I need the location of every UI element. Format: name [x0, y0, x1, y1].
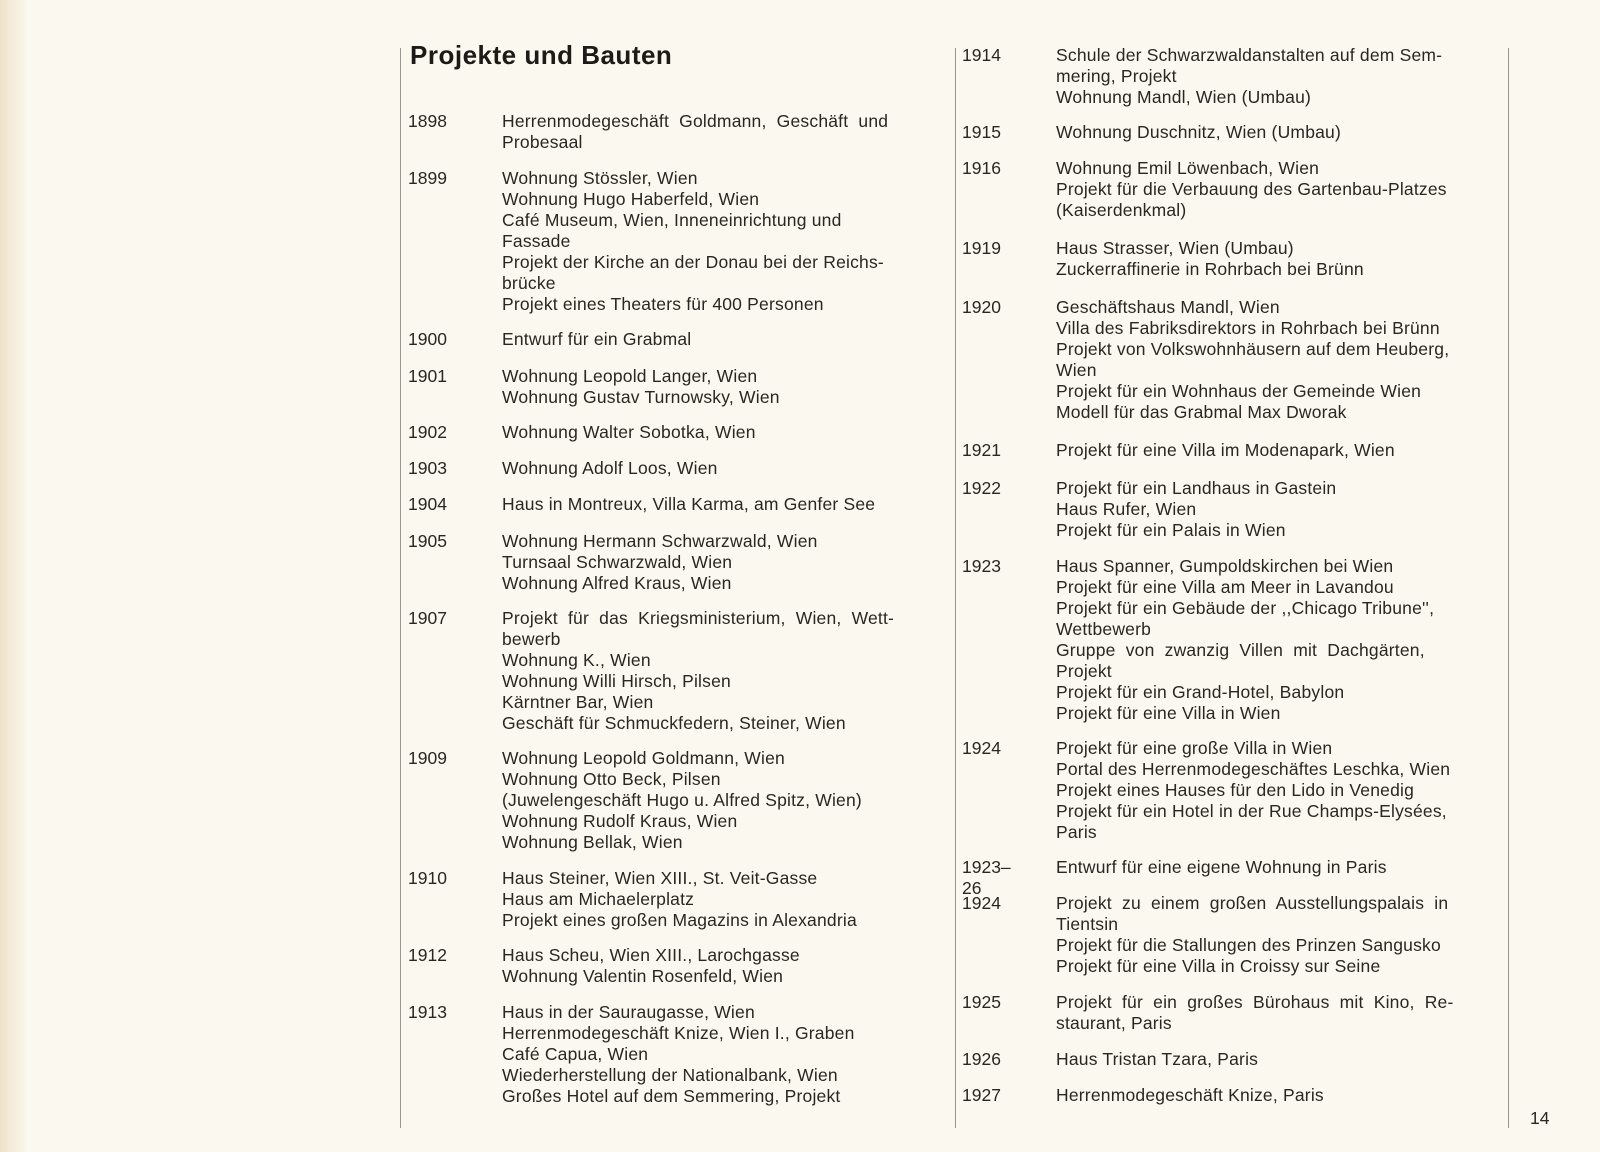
entry-projects	[1056, 738, 1506, 843]
project-line: Projekt für ein Wohnhaus der Gemeinde Wien	[1056, 381, 1422, 401]
entry-projects	[502, 608, 942, 734]
entry-year: 1907	[408, 608, 447, 628]
project-line: (Kaiserdenkmal)	[1056, 200, 1187, 220]
project-line: Projekt eines großen Magazins in Alexandria	[502, 910, 857, 930]
project-line: Projekt für eine Villa im Modenapark, Wien	[1056, 440, 1395, 460]
project-line: Projekt für ein Grand-Hotel, Babylon	[1056, 682, 1345, 702]
entry-projects	[1056, 1085, 1506, 1106]
entry-projects	[502, 945, 942, 987]
project-line: bewerb	[502, 629, 561, 649]
project-line: Wien	[1056, 360, 1097, 380]
entry-projects	[1056, 1049, 1506, 1070]
project-line: Haus Strasser, Wien (Umbau)	[1056, 238, 1294, 258]
project-line: Projekt zu einem großen Ausstellungspalais in	[1056, 893, 1449, 913]
project-line: Portal des Herrenmodegeschäftes Leschka, Wien	[1056, 759, 1451, 779]
project-line: Projekt für ein Gebäude der ,,Chicago Tribune'',	[1056, 598, 1435, 618]
project-line: Projekt für ein Landhaus in Gastein	[1056, 478, 1337, 498]
project-line: Wiederherstellung der Nationalbank, Wien	[502, 1065, 838, 1085]
project-line: Wohnung Hermann Schwarzwald, Wien	[502, 531, 818, 551]
project-line: Projekt für eine große Villa in Wien	[1056, 738, 1333, 758]
project-line: Fassade	[502, 231, 571, 251]
project-line: Tientsin	[1056, 914, 1119, 934]
entry-projects	[502, 748, 942, 853]
column-rule-right	[1508, 48, 1509, 1128]
project-line: Projekt für eine Villa am Meer in Lavandou	[1056, 577, 1394, 597]
project-line: Projekt eines Theaters für 400 Personen	[502, 294, 824, 314]
entry-projects	[502, 494, 942, 515]
entry-projects	[502, 329, 942, 350]
project-line: Entwurf für eine eigene Wohnung in Paris	[1056, 857, 1387, 877]
entry-projects	[1056, 478, 1506, 541]
entry-year: 1913	[408, 1002, 447, 1022]
project-line: mering, Projekt	[1056, 66, 1177, 86]
entry-projects	[502, 111, 942, 153]
entry-year: 1926	[962, 1049, 1001, 1069]
project-line: Haus Tristan Tzara, Paris	[1056, 1049, 1259, 1069]
project-line: Wohnung Stössler, Wien	[502, 168, 698, 188]
entry-projects	[1056, 158, 1506, 221]
project-line: Wohnung Bellak, Wien	[502, 832, 683, 852]
entry-projects	[1056, 556, 1506, 724]
entry-projects	[502, 458, 942, 479]
entry-year: 1905	[408, 531, 447, 551]
project-line: Wohnung Valentin Rosenfeld, Wien	[502, 966, 784, 986]
project-line: Gruppe von zwanzig Villen mit Dachgärten,	[1056, 640, 1425, 660]
project-line: Café Capua, Wien	[502, 1044, 649, 1064]
project-line: Projekt der Kirche an der Donau bei der Reichs-	[502, 252, 884, 272]
entry-year: 1904	[408, 494, 447, 514]
entry-year: 1912	[408, 945, 447, 965]
project-line: Haus in der Sauraugasse, Wien	[502, 1002, 755, 1022]
project-line: Schule der Schwarzwaldanstalten auf dem Sem-	[1056, 45, 1443, 65]
project-line: Probesaal	[502, 132, 583, 152]
project-line: Kärntner Bar, Wien	[502, 692, 654, 712]
entry-year: 1914	[962, 45, 1001, 65]
entry-year: 1924	[962, 738, 1001, 758]
project-line: Villa des Fabriksdirektors in Rohrbach bei Brünn	[1056, 318, 1440, 338]
entry-year: 1921	[962, 440, 1001, 460]
entry-projects	[1056, 122, 1506, 143]
project-line: staurant, Paris	[1056, 1013, 1172, 1033]
entry-projects	[1056, 297, 1506, 423]
project-line: Wohnung Willi Hirsch, Pilsen	[502, 671, 731, 691]
entry-year: 1920	[962, 297, 1001, 317]
project-line: Projekt für das Kriegsministerium, Wien, Wett-	[502, 608, 895, 628]
project-line: Wohnung K., Wien	[502, 650, 651, 670]
project-line: Großes Hotel auf dem Semmering, Projekt	[502, 1086, 841, 1106]
project-line: Wohnung Walter Sobotka, Wien	[502, 422, 756, 442]
entry-year: 1900	[408, 329, 447, 349]
entry-year: 1923–26	[962, 857, 1011, 898]
entry-projects	[502, 1002, 942, 1107]
project-line: Projekt	[1056, 661, 1112, 681]
page-edge-shadow	[0, 0, 28, 1152]
project-line: (Juwelengeschäft Hugo u. Alfred Spitz, Wien)	[502, 790, 862, 810]
entry-projects	[1056, 992, 1506, 1034]
entry-year: 1919	[962, 238, 1001, 258]
entry-year: 1899	[408, 168, 447, 188]
project-line: Projekt eines Hauses für den Lido in Venedig	[1056, 780, 1415, 800]
entry-projects	[1056, 857, 1506, 878]
entry-projects	[1056, 45, 1506, 108]
entry-year: 1925	[962, 992, 1001, 1012]
project-line: Entwurf für ein Grabmal	[502, 329, 692, 349]
project-line: Haus Spanner, Gumpoldskirchen bei Wien	[1056, 556, 1394, 576]
entry-year: 1903	[408, 458, 447, 478]
project-line: Projekt für eine Villa in Wien	[1056, 703, 1281, 723]
project-line: Herrenmodegeschäft Goldmann, Geschäft und	[502, 111, 889, 131]
project-line: Projekt für die Stallungen des Prinzen Sangusko	[1056, 935, 1441, 955]
project-line: Modell für das Grabmal Max Dworak	[1056, 402, 1347, 422]
entry-year: 1901	[408, 366, 447, 386]
project-line: Herrenmodegeschäft Knize, Wien I., Graben	[502, 1023, 855, 1043]
project-line: Wohnung Rudolf Kraus, Wien	[502, 811, 738, 831]
project-line: Haus in Montreux, Villa Karma, am Genfer See	[502, 494, 876, 514]
entry-year: 1909	[408, 748, 447, 768]
project-line: Wohnung Gustav Turnowsky, Wien	[502, 387, 780, 407]
project-line: Projekt von Volkswohnhäusern auf dem Heuberg,	[1056, 339, 1450, 359]
project-line: Wohnung Duschnitz, Wien (Umbau)	[1056, 122, 1342, 142]
project-line: Turnsaal Schwarzwald, Wien	[502, 552, 733, 572]
entry-projects	[1056, 893, 1506, 977]
column-rule-middle	[955, 48, 956, 1128]
project-line: Café Museum, Wien, Inneneinrichtung und	[502, 210, 842, 230]
project-line: Wohnung Emil Löwenbach, Wien	[1056, 158, 1320, 178]
entry-year: 1916	[962, 158, 1001, 178]
project-line: Paris	[1056, 822, 1097, 842]
column-rule-left	[400, 48, 401, 1128]
project-line: Wohnung Alfred Kraus, Wien	[502, 573, 732, 593]
entry-projects	[502, 531, 942, 594]
project-line: Wohnung Mandl, Wien (Umbau)	[1056, 87, 1312, 107]
project-line: Projekt für eine Villa in Croissy sur Seine	[1056, 956, 1381, 976]
project-line: Wohnung Leopold Langer, Wien	[502, 366, 758, 386]
project-line: Haus Rufer, Wien	[1056, 499, 1197, 519]
entry-year: 1923	[962, 556, 1001, 576]
entry-year: 1922	[962, 478, 1001, 498]
entry-projects	[502, 422, 942, 443]
project-line: Geschäft für Schmuckfedern, Steiner, Wien	[502, 713, 846, 733]
project-line: Wohnung Leopold Goldmann, Wien	[502, 748, 785, 768]
entry-projects	[1056, 440, 1506, 461]
project-line: Haus am Michaelerplatz	[502, 889, 695, 909]
project-line: Herrenmodegeschäft Knize, Paris	[1056, 1085, 1324, 1105]
entry-year: 1898	[408, 111, 447, 131]
entry-year: 1915	[962, 122, 1001, 142]
entry-projects	[502, 366, 942, 408]
project-line: Haus Scheu, Wien XIII., Larochgasse	[502, 945, 800, 965]
project-line: Projekt für ein Hotel in der Rue Champs-Elysées,	[1056, 801, 1447, 821]
page-title: Projekte und Bauten	[410, 40, 673, 70]
project-line: Projekt für ein großes Bürohaus mit Kino, Re-	[1056, 992, 1454, 1012]
entry-year: 1910	[408, 868, 447, 888]
project-line: Wohnung Hugo Haberfeld, Wien	[502, 189, 760, 209]
project-line: Projekt für ein Palais in Wien	[1056, 520, 1286, 540]
project-line: Projekt für die Verbauung des Gartenbau-Platzes	[1056, 179, 1447, 199]
entry-year: 1902	[408, 422, 447, 442]
project-line: Wohnung Otto Beck, Pilsen	[502, 769, 721, 789]
project-line: Zuckerraffinerie in Rohrbach bei Brünn	[1056, 259, 1364, 279]
entry-year: 1927	[962, 1085, 1001, 1105]
entry-projects	[502, 868, 942, 931]
project-line: Geschäftshaus Mandl, Wien	[1056, 297, 1280, 317]
project-line: brücke	[502, 273, 556, 293]
entry-projects	[1056, 238, 1506, 280]
project-line: Wohnung Adolf Loos, Wien	[502, 458, 718, 478]
entry-year: 1924	[962, 893, 1001, 913]
page-number: 14	[1530, 1108, 1550, 1128]
project-line: Wettbewerb	[1056, 619, 1152, 639]
entry-projects	[502, 168, 942, 315]
project-line: Haus Steiner, Wien XIII., St. Veit-Gasse	[502, 868, 818, 888]
